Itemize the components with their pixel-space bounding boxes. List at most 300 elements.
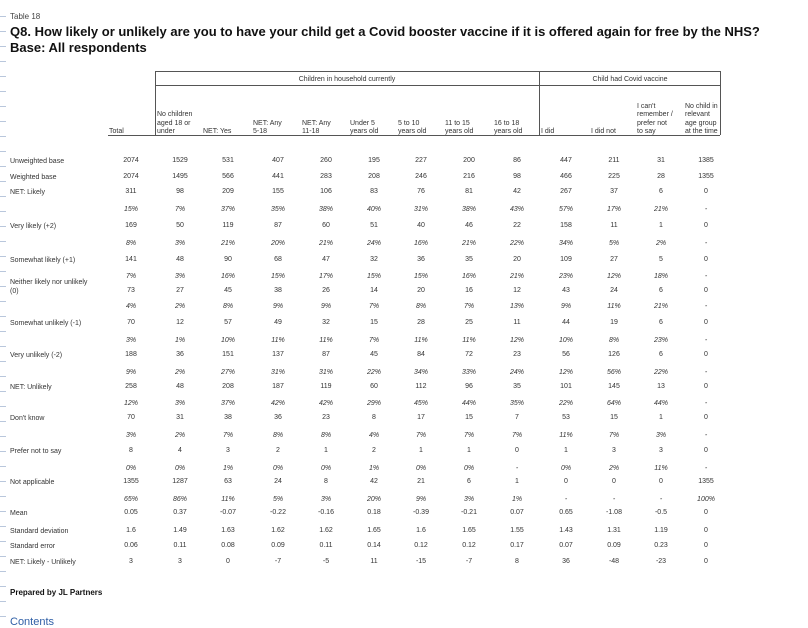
table-cell: 11% [607, 303, 621, 310]
column-header: NET: Yes [203, 128, 232, 135]
row-label: Neither likely nor unlikely [10, 279, 88, 286]
table-cell: 109 [560, 256, 572, 263]
table-cell: -5 [322, 558, 330, 565]
table-cell: -7 [465, 558, 473, 565]
table-cell: 83 [370, 188, 378, 195]
table-cell: 38% [318, 206, 333, 213]
table-cell: 38 [224, 414, 232, 421]
table-cell: 51 [370, 222, 378, 229]
table-cell: 73 [127, 287, 135, 294]
table-cell: 7% [463, 303, 475, 310]
table-cell: 60 [370, 383, 378, 390]
table-cell: 0% [560, 465, 572, 472]
table-cell: 11% [271, 337, 285, 344]
table-cell: 60 [322, 222, 330, 229]
table-cell: 101 [560, 383, 572, 390]
table-cell: 3% [463, 496, 475, 503]
table-cell: 36 [562, 558, 570, 565]
table-cell: 31 [176, 414, 184, 421]
table-cell: 25 [465, 319, 473, 326]
table-cell: 3 [612, 447, 616, 454]
table-cell: 1529 [172, 157, 188, 164]
table-cell: 3% [320, 496, 332, 503]
table-cell: 119 [320, 383, 332, 390]
group-underline-left [155, 85, 539, 86]
table-cell: 23% [653, 337, 668, 344]
table-cell: 208 [222, 383, 234, 390]
table-cell: 8% [222, 303, 234, 310]
table-cell: 70 [127, 414, 135, 421]
table-cell: 36 [417, 256, 425, 263]
table-cell: 98 [176, 188, 184, 195]
table-cell: 9% [560, 303, 572, 310]
column-header: 16 to 18 [494, 119, 520, 127]
column-header: I can't [637, 102, 656, 110]
table-cell: 15% [413, 273, 428, 280]
table-cell: 48 [176, 383, 184, 390]
table-cell: 13% [509, 303, 524, 310]
table-cell: 2% [174, 432, 186, 439]
table-cell: 0 [659, 478, 663, 485]
table-cell: 267 [560, 188, 572, 195]
table-cell: 106 [320, 188, 332, 195]
table-cell: 21% [220, 240, 235, 247]
table-cell: 8 [324, 478, 328, 485]
table-cell: - [704, 465, 708, 472]
column-header: I did [541, 128, 555, 135]
table-cell: 2 [372, 447, 376, 454]
table-cell: 0.12 [414, 542, 428, 549]
table-cell: 28 [657, 173, 665, 180]
table-cell: 211 [608, 157, 620, 164]
table-cell: 11 [513, 319, 521, 326]
table-cell: 7% [608, 432, 620, 439]
table-cell: 24 [274, 478, 282, 485]
table-cell: 0.65 [559, 509, 573, 516]
table-cell: 43% [509, 206, 524, 213]
table-cell: 1495 [172, 173, 188, 180]
table-cell: 158 [560, 222, 572, 229]
table-cell: 2 [276, 447, 280, 454]
table-cell: 0% [174, 465, 186, 472]
table-cell: 2% [608, 465, 620, 472]
column-header: I did not [591, 128, 616, 135]
column-header: years old [445, 128, 474, 135]
table-cell: 0.07 [510, 509, 524, 516]
table-cell: 16% [413, 240, 428, 247]
table-cell: 24% [509, 369, 524, 376]
table-cell: 26 [322, 287, 330, 294]
table-cell: 27 [176, 287, 184, 294]
table-cell: 0 [704, 351, 708, 358]
table-cell: 441 [272, 173, 284, 180]
table-cell: 3 [178, 558, 182, 565]
table-cell: 9% [415, 496, 427, 503]
table-cell: 0 [704, 256, 708, 263]
row-label: Standard deviation [10, 528, 69, 535]
table-cell: 0.09 [607, 542, 621, 549]
table-cell: 141 [125, 256, 137, 263]
footer-credit: Prepared by JL Partners [10, 588, 103, 597]
table-cell: 21% [653, 303, 668, 310]
table-cell: 6 [659, 351, 663, 358]
table-cell: 0 [564, 478, 568, 485]
table-cell: 1.31 [607, 527, 621, 534]
table-cell: 45 [370, 351, 378, 358]
table-cell: 0% [272, 465, 284, 472]
table-cell: 1355 [123, 478, 139, 485]
table-cell: 0% [463, 465, 475, 472]
column-header: age group [685, 119, 717, 127]
table-cell: 7% [174, 206, 186, 213]
table-cell: 2074 [123, 173, 139, 180]
table-cell: 137 [272, 351, 284, 358]
table-cell: 1% [511, 496, 523, 503]
group-underline-right [540, 85, 720, 86]
table-cell: 21% [461, 240, 476, 247]
table-cell: 24% [366, 240, 381, 247]
table-cell: 47 [322, 256, 330, 263]
header-top-rule [155, 71, 720, 72]
table-cell: 28 [417, 319, 425, 326]
column-header: years old [398, 128, 427, 135]
table-cell: 169 [125, 222, 137, 229]
contents-link[interactable]: Contents [10, 616, 55, 628]
table-cell: 7% [222, 432, 234, 439]
table-cell: 1.62 [271, 527, 285, 534]
table-cell: 31 [657, 157, 665, 164]
table-cell: 258 [125, 383, 137, 390]
table-cell: 35 [513, 383, 521, 390]
table-cell: 12% [606, 273, 621, 280]
table-cell: 36 [176, 351, 184, 358]
table-cell: 46 [465, 222, 473, 229]
table-cell: 11% [319, 337, 333, 344]
table-cell: 1 [659, 222, 663, 229]
column-header: NET: Any [253, 119, 282, 127]
table-cell: 18% [653, 273, 668, 280]
table-cell: 42 [513, 188, 521, 195]
table-cell: 90 [224, 256, 232, 263]
table-cell: 0 [704, 222, 708, 229]
table-cell: 0.11 [319, 542, 333, 549]
table-cell: 50 [176, 222, 184, 229]
table-cell: 21 [417, 478, 425, 485]
table-cell: 1% [222, 465, 234, 472]
table-cell: - [704, 273, 708, 280]
table-cell: 32 [370, 256, 378, 263]
table-cell: - [704, 400, 708, 407]
table-cell: 0.12 [462, 542, 476, 549]
table-cell: 1287 [172, 478, 188, 485]
table-cell: 283 [320, 173, 332, 180]
table-cell: 6 [659, 188, 663, 195]
table-cell: 8% [272, 432, 284, 439]
table-cell: -0.22 [270, 509, 286, 516]
table-cell: 86 [513, 157, 521, 164]
table-cell: 1 [324, 447, 328, 454]
table-cell: 12% [123, 400, 138, 407]
table-cell: 22% [558, 400, 573, 407]
table-cell: 11% [462, 337, 476, 344]
column-header: remember / [637, 111, 673, 119]
table-cell: 44 [562, 319, 570, 326]
table-cell: 5% [272, 496, 284, 503]
table-cell: 27% [220, 369, 235, 376]
table-cell: 0.37 [173, 509, 187, 516]
table-cell: - [564, 496, 568, 503]
table-cell: 17 [417, 414, 425, 421]
table-cell: -0.21 [461, 509, 477, 516]
table-cell: 31% [318, 369, 333, 376]
table-cell: 35% [509, 400, 524, 407]
table-cell: 1.49 [173, 527, 187, 534]
table-cell: 96 [465, 383, 473, 390]
table-cell: 0 [704, 188, 708, 195]
table-cell: 311 [125, 188, 137, 195]
table-cell: 1.19 [654, 527, 668, 534]
table-cell: 2% [655, 240, 667, 247]
table-cell: 246 [415, 173, 427, 180]
table-cell: 1% [368, 465, 380, 472]
table-cell: - [704, 303, 708, 310]
table-cell: 53 [562, 414, 570, 421]
table-cell: 2% [174, 369, 186, 376]
table-cell: 9% [272, 303, 284, 310]
table-cell: 16 [465, 287, 473, 294]
table-cell: 81 [465, 188, 473, 195]
table-cell: 15% [366, 273, 381, 280]
row-label: Somewhat unlikely (-1) [10, 320, 82, 327]
table-cell: 34% [413, 369, 428, 376]
table-cell: 72 [465, 351, 473, 358]
row-label: Standard error [10, 543, 56, 550]
table-cell: 3% [174, 240, 186, 247]
row-label: Not applicable [10, 479, 55, 486]
column-header: aged 18 or [157, 119, 191, 127]
table-cell: 31% [270, 369, 285, 376]
table-cell: 45% [413, 400, 428, 407]
table-cell: 447 [560, 157, 572, 164]
table-cell: 56% [606, 369, 621, 376]
table-cell: 40 [417, 222, 425, 229]
gutter-markers [0, 0, 8, 627]
table-cell: 40% [366, 206, 381, 213]
table-cell: 0.08 [221, 542, 235, 549]
row-label: (0) [10, 288, 19, 295]
table-cell: - [515, 465, 519, 472]
table-cell: 0.17 [510, 542, 524, 549]
table-cell: -0.39 [413, 509, 429, 516]
table-cell: 3 [659, 447, 663, 454]
row-label: Unweighted base [10, 158, 65, 165]
table-cell: 0 [612, 478, 616, 485]
table-cell: 200 [463, 157, 475, 164]
table-cell: 7% [511, 432, 523, 439]
table-cell: 76 [417, 188, 425, 195]
table-cell: 10% [220, 337, 235, 344]
table-cell: - [704, 432, 708, 439]
table-cell: 57% [558, 206, 573, 213]
table-cell: 33% [461, 369, 476, 376]
table-cell: 8% [125, 240, 137, 247]
table-cell: 31% [413, 206, 428, 213]
table-cell: 11% [559, 432, 573, 439]
table-cell: 1355 [698, 173, 714, 180]
table-cell: 0 [704, 414, 708, 421]
column-header: 5-18 [253, 128, 268, 135]
table-cell: 15 [370, 319, 378, 326]
table-cell: 64% [606, 400, 621, 407]
table-cell: 22% [653, 369, 668, 376]
table-cell: 0 [704, 287, 708, 294]
table-cell: 7% [368, 303, 380, 310]
table-cell: 87 [274, 222, 282, 229]
table-cell: 260 [320, 157, 332, 164]
table-cell: -15 [415, 558, 427, 565]
column-header: NET: Any [302, 119, 331, 127]
table-cell: 1 [659, 414, 663, 421]
table-cell: 7% [368, 337, 380, 344]
table-cell: 16% [220, 273, 235, 280]
row-label: Weighted base [10, 174, 57, 181]
table-cell: 531 [222, 157, 234, 164]
table-cell: 407 [272, 157, 284, 164]
table-cell: 48 [176, 256, 184, 263]
table-cell: 57 [224, 319, 232, 326]
table-cell: 0% [125, 465, 137, 472]
column-header: No child in [685, 102, 718, 110]
table-cell: 0 [704, 319, 708, 326]
column-header: 11-18 [302, 128, 320, 135]
table-cell: 0 [704, 527, 708, 534]
table-cell: - [659, 496, 663, 503]
group-divider-right [720, 71, 721, 135]
group-header-covid: Child had Covid vaccine [592, 76, 668, 83]
table-cell: 3% [125, 337, 137, 344]
table-cell: 27 [610, 256, 618, 263]
table-cell: 87 [322, 351, 330, 358]
table-cell: 1.43 [559, 527, 573, 534]
table-cell: 32 [322, 319, 330, 326]
table-cell: 12 [176, 319, 184, 326]
column-header: 11 to 15 [445, 119, 470, 127]
table-cell: 0 [704, 447, 708, 454]
row-label: Very unlikely (-2) [10, 352, 63, 359]
table-number: Table 18 [10, 12, 41, 21]
row-label: Very likely (+2) [10, 223, 57, 230]
row-label: Prefer not to say [10, 448, 62, 455]
table-cell: 187 [272, 383, 284, 390]
table-cell: 3 [226, 447, 230, 454]
table-cell: 3% [174, 400, 186, 407]
table-cell: 566 [222, 173, 234, 180]
table-cell: 24 [610, 287, 618, 294]
table-cell: 8% [415, 303, 427, 310]
table-cell: 151 [222, 351, 234, 358]
table-cell: - [704, 369, 708, 376]
table-cell: 38% [461, 206, 476, 213]
table-cell: 11% [654, 465, 668, 472]
table-cell: 22 [513, 222, 521, 229]
table-cell: 8% [320, 432, 332, 439]
table-cell: 0.07 [559, 542, 573, 549]
table-cell: 119 [222, 222, 234, 229]
column-header: relevant [685, 111, 710, 119]
row-label: NET: Likely - Unlikely [10, 559, 76, 566]
table-cell: - [704, 337, 708, 344]
table-cell: 0.05 [124, 509, 138, 516]
table-cell: 23% [558, 273, 573, 280]
table-cell: 145 [608, 383, 620, 390]
table-cell: 5% [608, 240, 620, 247]
table-cell: 11 [370, 558, 378, 565]
row-label: Somewhat likely (+1) [10, 257, 76, 264]
table-cell: 56 [562, 351, 570, 358]
table-cell: 35% [270, 206, 285, 213]
table-cell: 6 [659, 287, 663, 294]
table-cell: 216 [463, 173, 475, 180]
table-cell: 22% [366, 369, 381, 376]
column-header: years old [350, 128, 379, 135]
table-cell: 1.62 [319, 527, 333, 534]
table-cell: 0 [704, 542, 708, 549]
row-label: Mean [10, 510, 28, 517]
table-cell: 0 [704, 509, 708, 516]
column-header: at the time [685, 128, 718, 135]
table-cell: 43 [562, 287, 570, 294]
table-cell: 1355 [698, 478, 714, 485]
table-cell: 65% [123, 496, 138, 503]
table-cell: 8 [129, 447, 133, 454]
table-cell: -48 [608, 558, 620, 565]
table-cell: 86% [172, 496, 187, 503]
table-cell: 29% [366, 400, 381, 407]
table-cell: 44% [653, 400, 668, 407]
table-cell: 112 [415, 383, 427, 390]
table-cell: 12% [509, 337, 524, 344]
group-header-children: Children in household currently [298, 76, 396, 83]
table-cell: 7% [463, 432, 475, 439]
table-cell: 0.11 [173, 542, 187, 549]
table-cell: 3% [174, 273, 186, 280]
table-cell: -0.16 [318, 509, 334, 516]
table-cell: 20% [270, 240, 285, 247]
table-cell: 0 [515, 447, 519, 454]
table-cell: 6 [659, 319, 663, 326]
table-cell: 11 [610, 222, 618, 229]
table-cell: 20 [513, 256, 521, 263]
table-cell: 3% [125, 432, 137, 439]
table-cell: 227 [415, 157, 427, 164]
table-cell: 23 [513, 351, 521, 358]
table-cell: 42% [318, 400, 333, 407]
row-label: NET: Likely [10, 189, 46, 196]
table-cell: - [612, 496, 616, 503]
table-cell: 0.09 [271, 542, 285, 549]
table-cell: 0.06 [124, 542, 138, 549]
table-cell: 195 [368, 157, 380, 164]
table-cell: 0.14 [367, 542, 381, 549]
table-cell: 35 [465, 256, 473, 263]
table-cell: 0% [320, 465, 332, 472]
table-cell: 0 [704, 558, 708, 565]
table-cell: 0% [415, 465, 427, 472]
table-cell: 21% [509, 273, 524, 280]
table-cell: 38 [274, 287, 282, 294]
table-cell: 23 [322, 414, 330, 421]
table-cell: -7 [274, 558, 282, 565]
